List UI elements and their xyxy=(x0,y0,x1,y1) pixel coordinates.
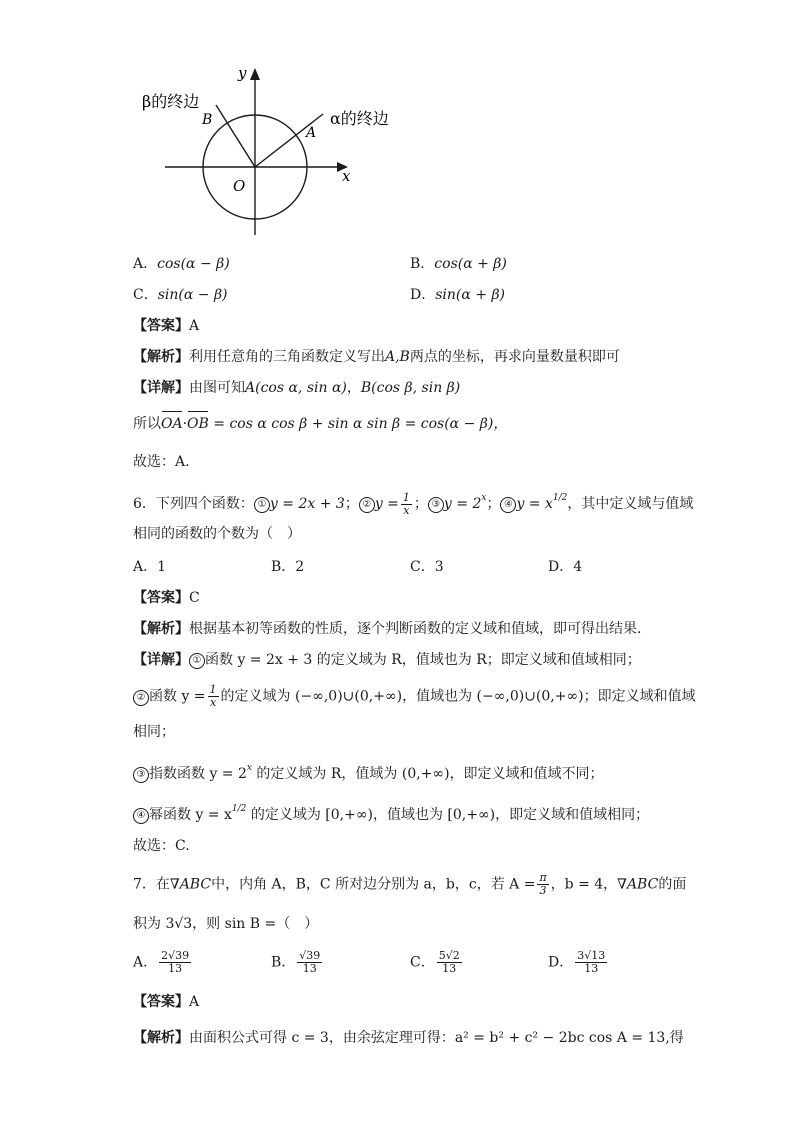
fraction-numerator: 1 xyxy=(402,490,410,504)
analysis-tag: 【解析】 xyxy=(133,349,189,365)
fraction-denominator: 13 xyxy=(584,962,599,975)
q7-option-b xyxy=(271,950,324,975)
q6-option-d: D．4 xyxy=(548,559,583,575)
q7-stem-line1 xyxy=(133,872,686,897)
fraction-denominator: x xyxy=(403,503,410,517)
q5-answer xyxy=(133,316,199,336)
so-prefix: 所以 xyxy=(133,416,161,432)
q7-option-c xyxy=(410,950,464,975)
circled-number-4: ④ xyxy=(500,497,516,513)
circled-number-2: ② xyxy=(133,690,149,706)
q7-stem-2: 中，内角 A，B，C 所对边分别为 a，b，c，若 A = xyxy=(211,876,536,893)
circled-number-2: ② xyxy=(359,497,375,513)
circled-number-3: ③ xyxy=(428,497,444,513)
separator: ； xyxy=(344,496,359,512)
detail-text: 函数 y = xyxy=(149,688,206,705)
vector-ob: OB xyxy=(187,416,209,432)
q7-option-d xyxy=(548,950,609,975)
option-expr: cos(α + β) xyxy=(434,256,507,272)
y-axis-arrow xyxy=(250,68,260,80)
separator: ； xyxy=(413,496,428,512)
q5-analysis xyxy=(133,347,620,367)
analysis-tag: 【解析】 xyxy=(133,1030,189,1046)
point-b-coord: B(cos β, sin β) xyxy=(360,380,461,396)
q5-option-c xyxy=(133,285,228,305)
analysis-text-2: 两点的坐标，再求向量数量积即可 xyxy=(409,349,620,365)
q6-option-c: C．3 xyxy=(410,559,444,575)
answer-tag: 【答案】 xyxy=(133,590,189,606)
q6-detail-2 xyxy=(133,684,696,709)
answer-value: A xyxy=(189,318,200,334)
option-fraction xyxy=(159,950,191,975)
q6-detail-4 xyxy=(133,799,649,825)
separator: ， xyxy=(346,380,361,396)
option-expr: sin(α − β) xyxy=(157,287,228,303)
point-a-label: A xyxy=(306,125,317,141)
detail-text: 幂函数 y = x xyxy=(149,807,232,823)
detail-text-2: 的定义域为 (−∞,0)∪(0,+∞)，值域也为 (−∞,0)∪(0,+∞)；即定义域和值域 xyxy=(220,688,696,705)
q6-stem-line1 xyxy=(133,488,693,517)
fraction-numerator: 3√13 xyxy=(577,949,606,962)
detail-text: 指数函数 y = 2 xyxy=(149,766,247,782)
q6-analysis xyxy=(133,619,641,639)
dot-product-expr: = cos α cos β + sin α sin β = cos(α − β)， xyxy=(208,416,508,432)
point-b-label: B xyxy=(202,112,213,128)
alpha-side-label: α的终边 xyxy=(330,109,389,128)
q5-dot-product xyxy=(133,414,507,434)
q7-stem-4: 的面 xyxy=(658,876,687,893)
option-fraction xyxy=(297,950,322,975)
answer-tag: 【答案】 xyxy=(133,318,189,334)
q5-option-d xyxy=(410,285,505,305)
q7-analysis xyxy=(133,1028,684,1048)
point-a-coord: A(cos α, sin α) xyxy=(245,380,347,396)
option-letter: B． xyxy=(271,954,296,971)
q6-detail-3 xyxy=(133,758,604,784)
fraction-denominator: 13 xyxy=(168,962,183,975)
function-3-exponent: x xyxy=(481,493,487,503)
separator: ； xyxy=(486,496,501,512)
triangle-abc-2: ∇ABC xyxy=(617,876,659,893)
function-2-fraction xyxy=(401,492,412,517)
answer-value: C xyxy=(189,590,200,606)
detail-text: 由图可知 xyxy=(189,380,245,396)
q6-option-b: B．2 xyxy=(271,559,305,575)
x-axis-label: x xyxy=(342,167,351,185)
q7-option-a xyxy=(133,950,193,975)
detail-tag: 【详解】 xyxy=(133,380,189,396)
vector-oa: OA xyxy=(161,416,183,432)
analysis-text: 利用任意角的三角函数定义写出 xyxy=(189,349,385,365)
q6-stem-line2: 相同的函数的个数为（ ） xyxy=(133,526,301,542)
option-letter: C． xyxy=(410,954,435,971)
detail-text-2: 的定义域为 [0,+∞)，值域也为 [0,+∞)，即定义域和值域相同； xyxy=(246,807,650,823)
option-letter: A． xyxy=(133,954,158,971)
answer-value: A xyxy=(189,994,200,1010)
dot-operator: · xyxy=(182,416,188,432)
fraction-denominator: 13 xyxy=(442,962,457,975)
q6-option-a: A．1 xyxy=(133,559,167,575)
fraction-numerator: 5√2 xyxy=(438,949,460,962)
angle-fraction xyxy=(537,872,548,897)
option-letter: C． xyxy=(133,287,158,303)
q7-stem-3: ，b = 4， xyxy=(550,876,618,893)
y-axis-label: y xyxy=(238,64,247,82)
exponent: 1/2 xyxy=(231,804,247,814)
beta-side-label: β的终边 xyxy=(142,92,200,111)
analysis-tag: 【解析】 xyxy=(133,621,189,637)
q6-stem: 6．下列四个函数： xyxy=(133,496,254,512)
fraction-numerator: √39 xyxy=(299,949,321,962)
q5-final: 故选：A. xyxy=(133,454,190,470)
detail-tag: 【详解】 xyxy=(133,652,189,668)
fraction-denominator: 13 xyxy=(302,962,317,975)
circled-number-1: ① xyxy=(254,497,270,513)
option-letter: A． xyxy=(133,256,158,272)
circled-number-3: ③ xyxy=(133,767,149,783)
q7-answer xyxy=(133,992,199,1012)
answer-tag: 【答案】 xyxy=(133,994,189,1010)
function-1: y = 2x + 3 xyxy=(269,496,345,512)
q6-detail-2-cont: 相同； xyxy=(133,724,175,740)
q5-option-a xyxy=(133,254,230,274)
fraction-numerator: π xyxy=(539,871,547,884)
q6-detail-1 xyxy=(133,650,641,670)
origin-label: O xyxy=(233,177,246,195)
triangle-abc: ∇ABC xyxy=(169,876,212,893)
option-expr: sin(α + β) xyxy=(435,287,506,303)
analysis-text: 根据基本初等函数的性质，逐个判断函数的定义域和值域，即可得出结果. xyxy=(189,621,642,637)
option-expr: cos(α − β) xyxy=(157,256,230,272)
circled-number-4: ④ xyxy=(133,808,149,824)
fraction-numerator: 1 xyxy=(209,683,217,696)
unit-circle-figure xyxy=(130,60,420,245)
terminal-side-beta xyxy=(216,105,255,167)
option-letter: D． xyxy=(410,287,436,303)
analysis-text: 由面积公式可得 c = 3，由余弦定理可得：a² = b² + c² − 2bc cos A = 13,得 xyxy=(189,1030,684,1046)
option-fraction xyxy=(437,950,462,975)
q7-stem-line2: 积为 3√3，则 sin B =（ ） xyxy=(133,916,319,932)
function-4: y = x xyxy=(516,496,553,512)
option-letter: D． xyxy=(548,954,574,971)
option-letter: B． xyxy=(410,256,435,272)
function-3: y = 2 xyxy=(443,496,482,512)
q5-detail xyxy=(133,378,460,398)
q6-stem-tail: ，其中定义域与值域 xyxy=(567,496,694,512)
analysis-points: A,B xyxy=(385,349,410,365)
detail-text-2: 的定义域为 R，值域为 (0,+∞)，即定义域和值域不同； xyxy=(251,766,604,782)
function-4-exponent: 1/2 xyxy=(552,493,568,503)
option-fraction xyxy=(575,950,607,975)
q6-answer xyxy=(133,588,200,608)
q5-option-b xyxy=(410,254,507,274)
detail-text: 函数 y = 2x + 3 的定义域为 R，值域也为 R；即定义域和值域相同； xyxy=(205,652,641,668)
q7-stem: 7．在 xyxy=(133,876,170,893)
function-2-lhs: y = xyxy=(374,496,399,512)
detail-fraction xyxy=(208,684,219,709)
q6-final: 故选：C. xyxy=(133,838,190,854)
fraction-numerator: 2√39 xyxy=(161,949,190,962)
circled-number-1: ① xyxy=(189,653,205,669)
exponent: x xyxy=(246,763,252,773)
fraction-denominator: 3 xyxy=(539,884,547,897)
fraction-denominator: x xyxy=(209,696,217,709)
